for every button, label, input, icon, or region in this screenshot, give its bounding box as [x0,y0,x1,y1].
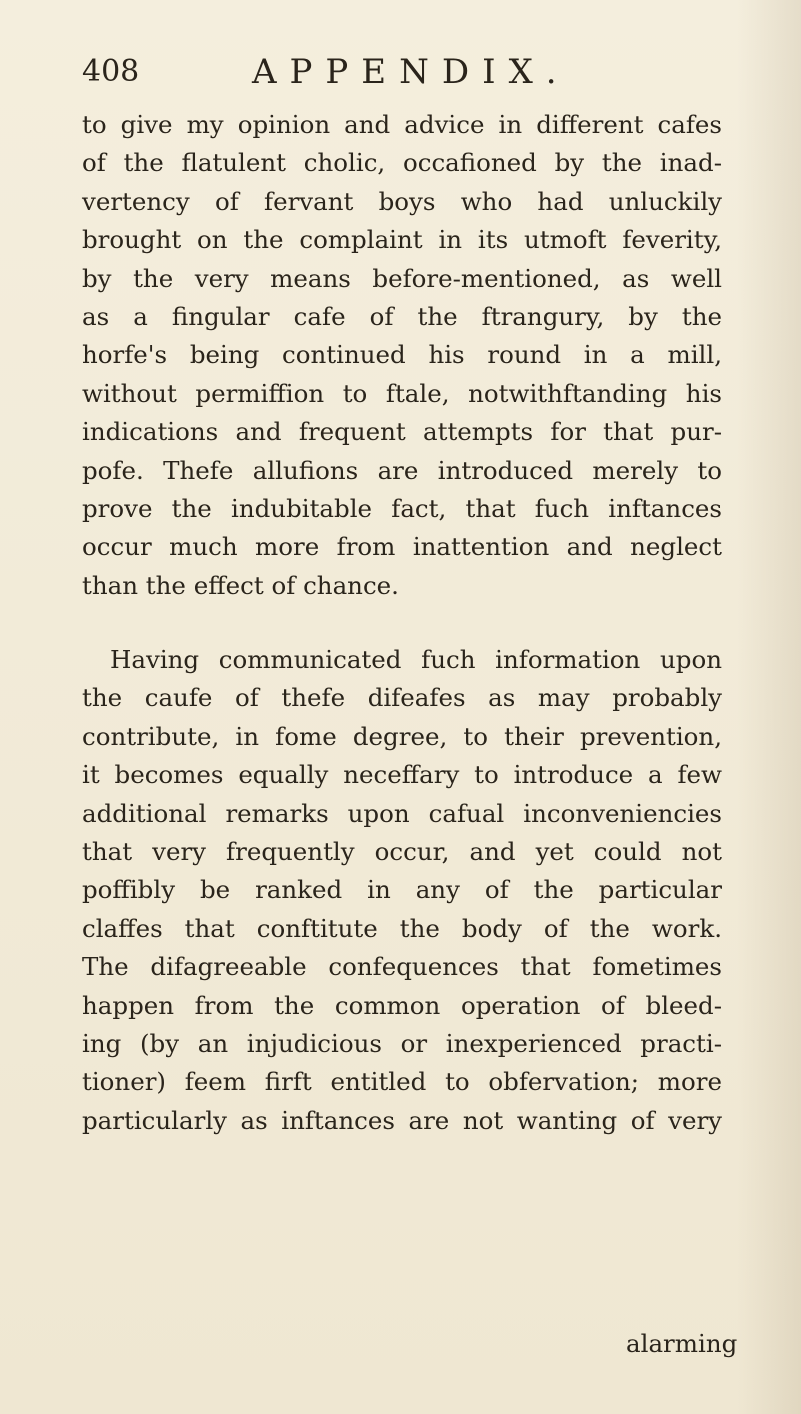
text-line: to give my opinion and advice in different cafes [82,110,722,139]
text-line: additional remarks upon cafual inconveniencies [82,798,722,828]
paragraph-2 [82,641,722,1140]
text-line: indications and frequent attempts for that pur- [82,417,722,447]
page-number: 408 [82,54,140,89]
text-line: tioner) feem firft entitled to obfervation; more [82,1067,722,1097]
text-line: occur much more from inattention and neglect [82,532,722,562]
text-line: ing (by an injudicious or inexperienced practi- [82,1028,722,1058]
text-line: vertency of fervant boys who had unluckily [82,186,722,216]
paragraph-gap [82,605,722,641]
text-line: particularly as inftances are not wanting of very [82,1105,722,1135]
text-line: claffes that conftitute the body of the work. [82,913,722,943]
running-head: APPENDIX. [252,52,570,92]
text-line: Having communicated fuch information upon [110,645,722,675]
text-line: of the flatulent cholic, occafioned by the inad- [82,148,722,178]
page-header [82,52,722,92]
text-line: contribute, in fome degree, to their prevention, [82,721,722,751]
body-text [82,106,722,1140]
text-line: happen from the common operation of bleed- [82,990,722,1020]
text-line: brought on the complaint in its utmoft feverity, [82,225,722,255]
text-line: as a fingular cafe of the ftrangury, by the [82,301,722,331]
text-line: horfe's being continued his round in a mill, [82,340,722,370]
text-line: the caufe of thefe difeafes as may probably [82,683,722,713]
text-line: by the very means before-mentioned, as well [82,263,722,293]
text-line: The difagreeable confequences that fometimes [82,952,722,982]
paragraph-1 [82,106,722,605]
text-line: without permiffion to ftale, notwithftanding his [82,378,722,408]
catchword: alarming [626,1329,738,1358]
text-line: than the effect of chance. [82,570,399,600]
text-line: it becomes equally neceffary to introduce a few [82,760,722,790]
text-line: that very frequently occur, and yet could not [82,837,722,867]
text-line: pofe. Thefe allufions are introduced merely to [82,455,722,485]
text-line: prove the indubitable fact, that fuch inftances [82,493,722,523]
text-line: poffibly be ranked in any of the particular [82,875,722,905]
